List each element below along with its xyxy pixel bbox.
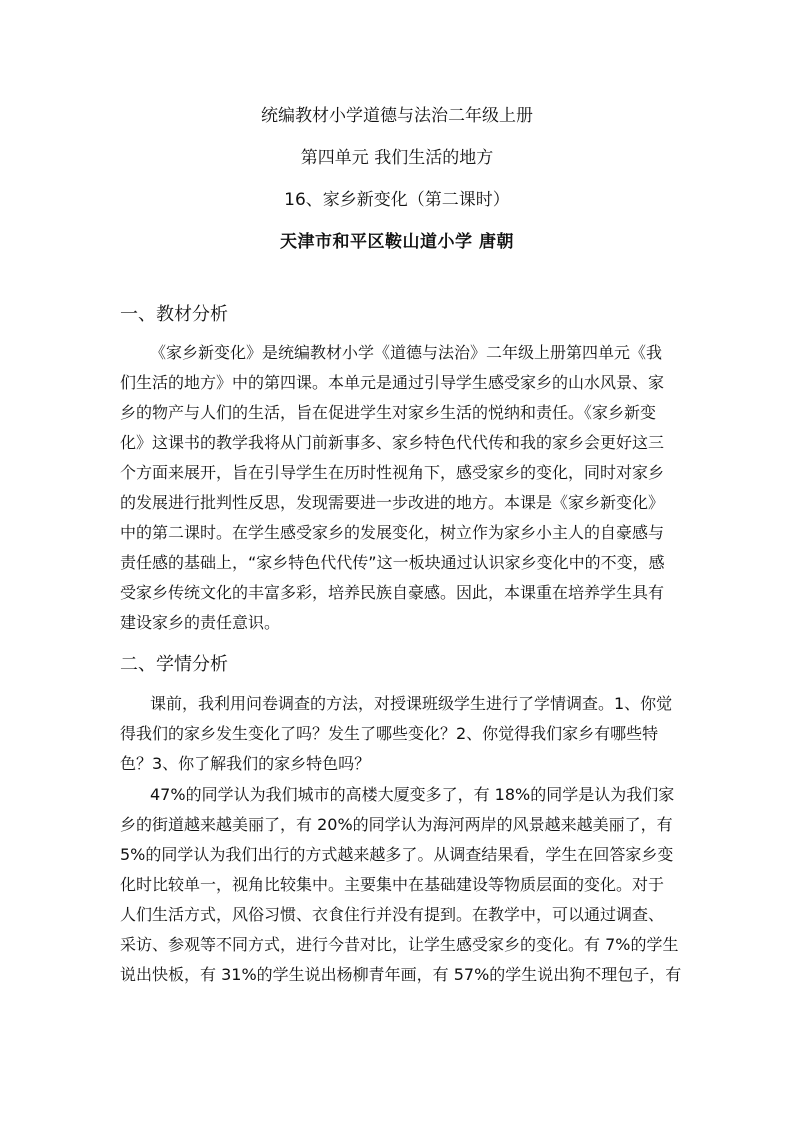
paragraph-line: 人们生活方式，风俗习惯、衣食住行并没有提到。在教学中，可以通过调查、 [120,905,665,924]
series-title: 统编教材小学道德与法治二年级上册 [261,106,533,126]
paragraph-line: 乡的街道越来越美丽了，有 20%的同学认为海河两岸的风景越来越美丽了，有 [120,815,673,834]
paragraph-line: 说出快板，有 31%的学生说出杨柳青年画，有 57%的学生说出狗不理包子，有 [120,965,682,984]
paragraph-line: 们生活的地方》中的第四课。本单元是通过引导学生感受家乡的山水风景、家 [120,373,665,392]
paragraph-line: 5%的同学认为我们出行的方式越来越多了。从调查结果看，学生在回答家乡变 [120,845,674,864]
paragraph-line: 色？3、你了解我们的家乡特色吗？ [120,754,371,773]
unit-title: 第四单元 我们生活的地方 [300,148,494,168]
paragraph-line: 建设家乡的责任意识。 [120,613,281,632]
paragraph-line: 责任感的基础上，“家乡特色代代传”这一板块通过认识家乡变化中的不变，感 [120,553,665,572]
paragraph-line: 化时比较单一，视角比较集中。主要集中在基础建设等物质层面的变化。对于 [120,875,665,894]
paragraph-line: 化》这课书的教学我将从门前新事多、家乡特色代代传和我的家乡会更好这三 [120,433,665,452]
paragraph-line: 得我们的家乡发生变化了吗？发生了哪些变化？2、你觉得我们家乡有哪些特 [120,724,659,743]
paragraph-line: 采访、参观等不同方式，进行今昔对比，让学生感受家乡的变化。有 7%的学生 [120,935,679,954]
section-heading-textbook-analysis: 一、教材分析 [120,304,228,325]
author-line: 天津市和平区鞍山道小学 唐朝 [280,232,514,252]
paragraph-line: 受家乡传统文化的丰富多彩，培养民族自豪感。因此，本课重在培养学生具有 [120,583,665,602]
paragraph-line: 《家乡新变化》是统编教材小学《道德与法治》二年级上册第四单元《我 [150,343,663,362]
section-heading-learner-analysis: 二、学情分析 [120,654,228,675]
paragraph-line: 个方面来展开，旨在引导学生在历时性视角下，感受家乡的变化，同时对家乡 [120,463,665,482]
paragraph-line: 的发展进行批判性反思，发现需要进一步改进的地方。本课是《家乡新变化》 [120,493,665,512]
paragraph-line: 乡的物产与人们的生活，旨在促进学生对家乡生活的悦纳和责任。《家乡新变 [120,403,657,422]
paragraph-line: 课前，我利用问卷调查的方法，对授课班级学生进行了学情调查。1、你觉 [150,694,673,713]
paragraph-line: 中的第二课时。在学生感受家乡的发展变化，树立作为家乡小主人的自豪感与 [120,523,665,542]
lesson-title: 16、家乡新变化（第二课时） [284,190,510,210]
paragraph-line: 47%的同学认为我们城市的高楼大厦变多了，有 18%的同学是认为我们家 [150,785,675,804]
